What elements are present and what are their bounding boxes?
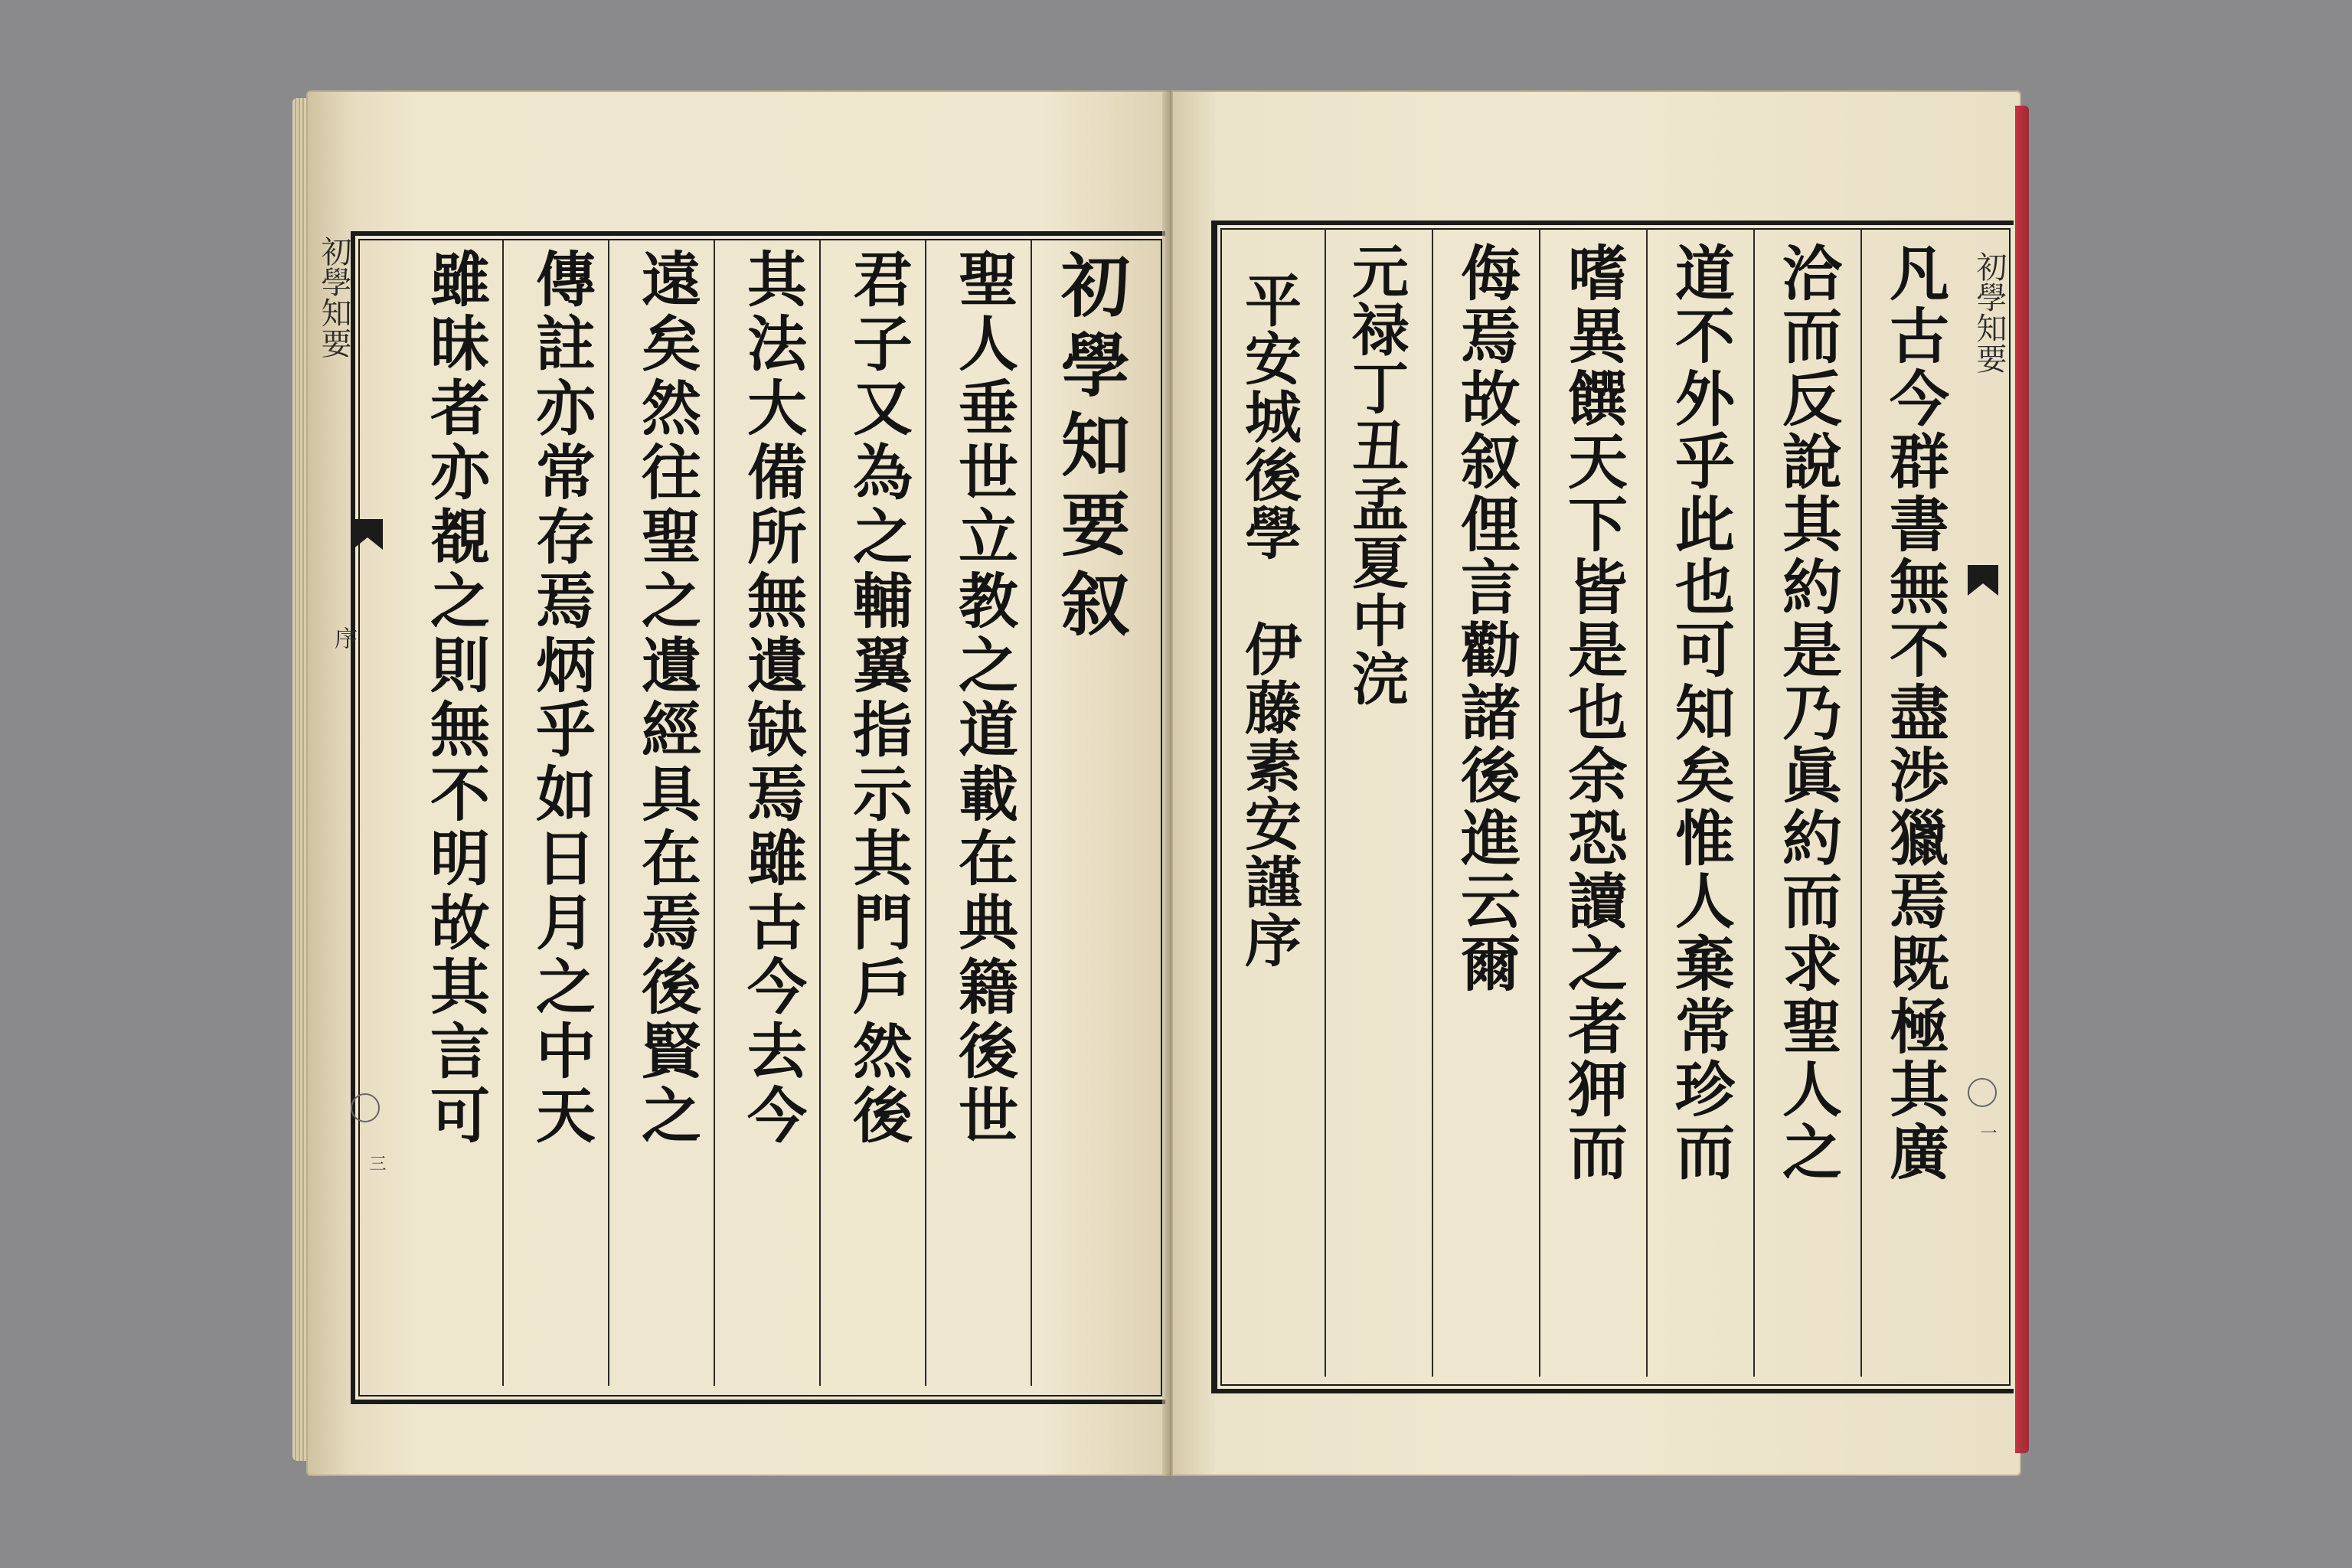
right-col-signature: 平安城後學 伊藤素安謹序 xyxy=(1236,271,1302,969)
right-page xyxy=(1171,90,2021,1476)
left-col-3: 君子又為之輔翼指示其門戶然後 xyxy=(843,248,913,1148)
binding-hole xyxy=(351,1093,380,1122)
left-col-7: 雖昧者亦覩之則無不明故其言可 xyxy=(420,248,490,1148)
right-col-4: 嗜異饌天下皆是也余恐讀之者狎而 xyxy=(1558,242,1628,1184)
right-fold-number: 一 xyxy=(1978,1124,1997,1141)
right-col-5: 侮焉故叙俚言勸諸後進云爾 xyxy=(1451,242,1521,995)
left-col-4: 其法大備所無遺缺焉雖古今去今 xyxy=(737,248,807,1148)
red-page-edge xyxy=(2015,106,2029,1453)
left-margin-title: 初學知要 xyxy=(316,236,351,358)
left-col-title: 初學知要叙 xyxy=(1049,250,1130,648)
open-book xyxy=(306,90,2021,1476)
right-margin-title: 初學知要 xyxy=(1971,251,2007,374)
left-fold-number: 三 xyxy=(367,1155,386,1171)
left-page xyxy=(306,90,1171,1476)
right-col-1: 凡古今群書無不盡渉獵焉既極其廣 xyxy=(1880,242,1949,1184)
left-col-5: 遠矣然往聖之遺經具在焉後賢之 xyxy=(632,248,701,1148)
left-fold-label: 序 xyxy=(330,626,357,649)
left-col-6: 傳註亦常存焉炳乎如日月之中天 xyxy=(526,248,596,1148)
right-col-3: 道不外乎此也可知矣惟人棄常珍而 xyxy=(1665,242,1735,1184)
right-col-2: 洽而反說其約是乃眞約而求聖人之 xyxy=(1772,242,1842,1184)
right-col-date: 元禄丁丑孟夏中浣 xyxy=(1343,242,1409,707)
left-col-2: 聖人垂世立教之道載在典籍後世 xyxy=(949,248,1018,1148)
binding-hole-right xyxy=(1968,1078,1997,1107)
